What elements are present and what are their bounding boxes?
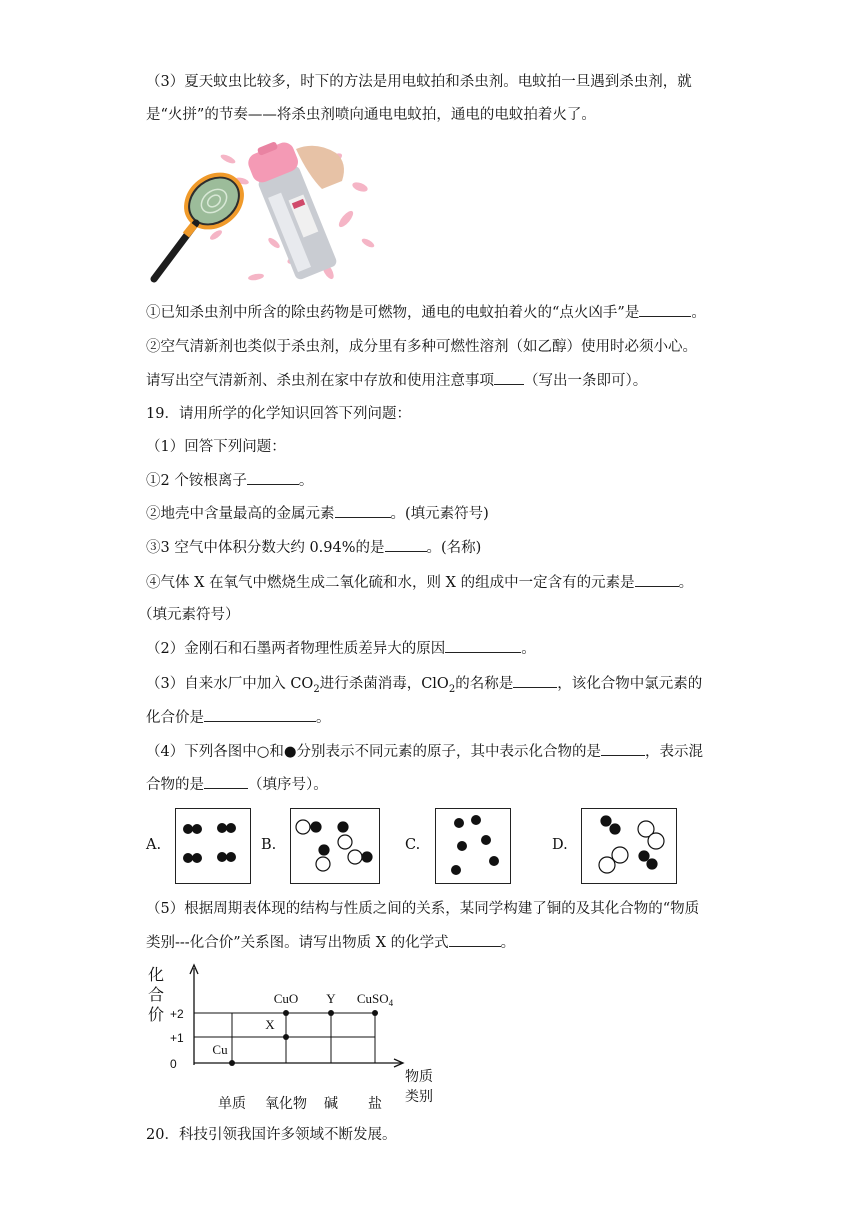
x-axis-label-line2: 类别 [405, 1088, 433, 1104]
option-d-diagram [581, 808, 677, 884]
q19-4-line2-end: （填序号）。 [248, 777, 328, 793]
q18-3-item2-end: （写出一条即可）。 [524, 373, 648, 389]
particles-a [176, 809, 249, 882]
answer-blank[interactable] [601, 741, 645, 756]
particles-d [582, 809, 675, 882]
q18-3-intro-line1: （3）夏天蚊虫比较多，时下的方法是用电蚊拍和杀虫剂。电蚊拍一旦遇到杀虫剂，就 [146, 74, 692, 90]
q19-3-text-c: 的名称是 [455, 676, 514, 692]
q19-2-end: 。 [521, 641, 536, 657]
q19-1c-end: 。(名称) [426, 540, 482, 556]
q19-3-line2 [146, 707, 331, 728]
q19-5-line1: （5）根据周期表体现的结构与性质之间的关系，某同学构建了铜的及其化合物的“物质 [146, 901, 700, 917]
q19-4-text: （4）下列各图中○和●分别表示不同元素的原子，其中表示化合物的是 [146, 744, 602, 760]
answer-blank[interactable] [335, 503, 391, 518]
x-tick-label: 单质 [218, 1095, 246, 1111]
answer-blank[interactable] [635, 572, 679, 587]
bug-zapper-spray-photo [146, 139, 378, 287]
answer-blank[interactable] [494, 370, 524, 385]
q18-3-item2-line2 [146, 370, 647, 391]
q18-3-item1-end: 。 [691, 305, 706, 321]
subscript: 2 [448, 683, 456, 695]
data-point [283, 1010, 289, 1016]
q19-1a [146, 470, 313, 491]
q19-1a-text: ①2 个铵根离子 [146, 473, 247, 489]
q19-part1: （1）回答下列问题： [146, 439, 286, 455]
q19-1b [146, 503, 489, 524]
answer-blank[interactable] [639, 302, 691, 317]
q19-4-line1 [146, 741, 703, 762]
q19-1a-end: 。 [298, 473, 314, 489]
q19-1d-note: （填元素符号） [138, 607, 240, 623]
bug-zapper-illustration [146, 139, 378, 287]
q19-1b-text: ②地壳中含量最高的金属元素 [146, 506, 335, 522]
option-a-diagram [175, 808, 251, 884]
q19-5-text: 类别---化合价”关系图。请写出物质 X 的化学式 [146, 935, 449, 951]
q19-2-text: （2）金刚石和石墨两者物理性质差异大的原因 [146, 641, 446, 657]
q19-4-line2 [146, 774, 328, 795]
option-c-label: C. [405, 837, 421, 853]
answer-blank[interactable] [385, 537, 427, 552]
answer-blank[interactable] [247, 470, 299, 485]
data-label: CuO [273, 991, 299, 1006]
data-point [283, 1034, 289, 1040]
data-label: Y [326, 991, 336, 1006]
q19-4-end: ，表示混 [645, 744, 704, 760]
q19-3-text-b: 进行杀菌消毒，ClO [319, 676, 449, 692]
q18-3-item1 [146, 302, 706, 323]
option-a-label: A. [146, 837, 162, 853]
q18-3-item2-text: 请写出空气清新剂、杀虫剂在家中存放和使用注意事项 [146, 373, 494, 389]
q19-title: 19．请用所学的化学知识回答下列问题： [146, 406, 411, 422]
y-axis-label-char: 合 [148, 987, 165, 1004]
q19-4-line2-text: 合物的是 [146, 777, 204, 793]
data-label-subscript: 4 [388, 998, 394, 1008]
option-c-diagram [435, 808, 511, 884]
y-tick-label: +2 [170, 1007, 184, 1021]
y-axis-label-char: 价 [148, 1007, 165, 1024]
y-axis-label-char: 化 [148, 967, 165, 984]
copper-valence-chart [140, 960, 460, 1112]
q19-3-line2-end: 。 [316, 710, 331, 726]
q19-2 [146, 638, 536, 659]
answer-blank[interactable] [204, 774, 248, 789]
q18-3-item1-text: ①已知杀虫剂中所含的除虫药物是可燃物，通电的电蚊拍着火的“点火凶手”是 [146, 305, 640, 321]
q19-1c-text: ③3 空气中体积分数大约 0.94%的是 [146, 540, 385, 556]
q19-1c [146, 537, 481, 558]
data-point [328, 1010, 334, 1016]
option-b-diagram [290, 808, 380, 884]
q19-1b-end: 。(填元素符号) [390, 506, 489, 522]
y-tick-label: +1 [170, 1031, 184, 1045]
x-tick-label: 氧化物 [265, 1095, 307, 1111]
particles-b [291, 809, 378, 882]
q19-1d-text: ④气体 X 在氧气中燃烧生成二氧化硫和水，则 X 的组成中一定含有的元素是 [146, 575, 635, 591]
data-point [229, 1060, 235, 1066]
q19-3-line1 [146, 673, 702, 700]
option-d-label: D. [552, 837, 568, 853]
q19-3-text-a: （3）自来水厂中加入 CO [146, 676, 314, 692]
q18-3-intro-line2: 是“火拼”的节奏——将杀虫剂喷向通电电蚊拍，通电的电蚊拍着火了。 [146, 107, 596, 123]
data-label: X [265, 1017, 275, 1032]
answer-blank[interactable] [204, 707, 316, 722]
answer-blank[interactable] [449, 932, 501, 947]
q19-3-line2-text: 化合价是 [146, 710, 204, 726]
q20-title: 20．科技引领我国许多领域不断发展。 [146, 1127, 397, 1143]
x-axis-label-line1: 物质 [405, 1068, 433, 1084]
q19-1d-end: 。 [678, 575, 694, 591]
q19-5-line2 [146, 932, 515, 953]
q18-3-item2-line1: ②空气清新剂也类似于杀虫剂，成分里有多种可燃性溶剂（如乙醇）使用时必须小心。 [146, 339, 697, 355]
q19-1d [146, 572, 693, 593]
answer-blank[interactable] [513, 673, 557, 688]
subscript: 2 [313, 683, 320, 695]
answer-blank[interactable] [445, 638, 521, 653]
data-label: Cu [212, 1042, 228, 1057]
y-tick-label: 0 [170, 1057, 177, 1071]
x-tick-label: 碱 [324, 1095, 338, 1111]
option-b-label: B. [261, 837, 277, 853]
x-tick-label: 盐 [368, 1095, 382, 1111]
q19-3-text-d: ，该化合物中氯元素的 [557, 676, 703, 692]
data-point [372, 1010, 378, 1016]
particles-c [436, 809, 509, 882]
data-label: CuSO$_4$ [356, 991, 394, 1008]
q19-5-end: 。 [500, 935, 516, 951]
